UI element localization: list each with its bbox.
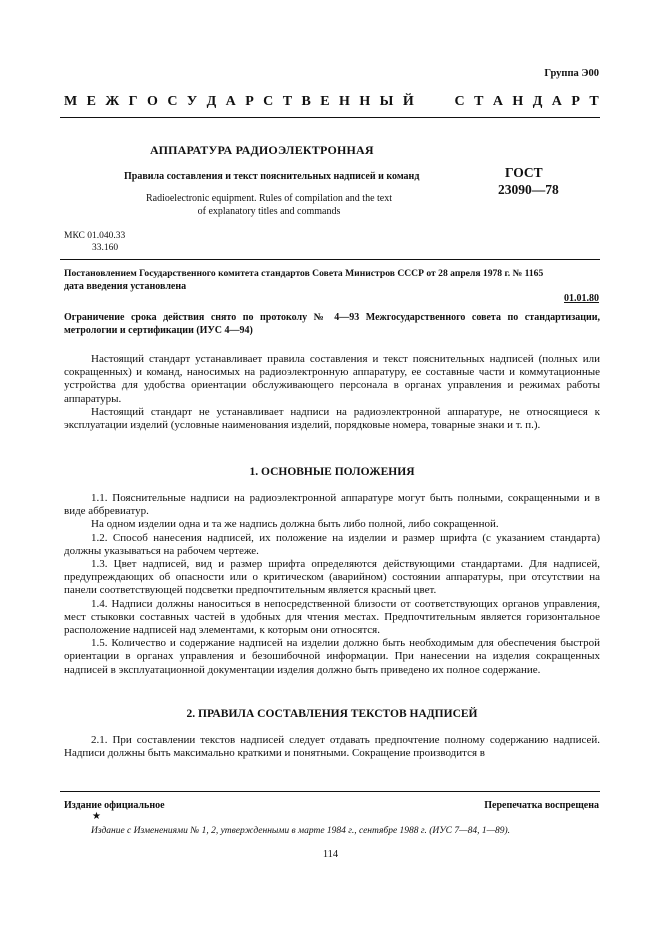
header-rule — [60, 117, 600, 118]
effective-date: 01.01.80 — [564, 293, 599, 304]
intro-paragraph-2: Настоящий стандарт не устанавливает надписи на радиоэлектронной аппаратуре, не относящиеся к эксплуатации изделий (условные наименования изделий, порядковые номера, товарные знаки и т. п.). — [64, 405, 600, 432]
document-subtitle: Правила составления и текст пояснительных надписей и команд — [124, 171, 420, 182]
gost-label: ГОСТ — [505, 165, 543, 180]
intro-paragraph-1: Настоящий стандарт устанавливает правила составления и текст пояснительных надписей (полных или сокращенных) и команд, наносимых на радиоэлектронную аппаратуру, ее составные части и коммутационные устройства для удобства ориентации обслуживающего персонала в органах управления и режимах работы аппаратуры. — [64, 353, 600, 405]
section-1-paragraph: На одном изделии одна и та же надпись должна быть либо полной, либо сокращенной. — [91, 518, 499, 531]
banner-letter: Г — [128, 94, 138, 109]
banner-letter: Д — [206, 94, 217, 109]
gost-code: 23090—78 — [498, 182, 559, 197]
group-code: Группа Э00 — [544, 68, 599, 79]
intro-text — [64, 353, 600, 432]
banner-letter: Т — [474, 94, 484, 109]
section-1-text — [64, 492, 600, 677]
banner-letter: Н — [512, 94, 524, 109]
mks-codes — [64, 230, 125, 254]
banner-letter: С — [454, 94, 465, 109]
restriction-note: Ограничение срока действия снято по протоколу № 4—93 Межгосударственного совета по стандартизации, метрологии и сертификации (ИУС 4—94) — [64, 312, 600, 336]
banner-letter: Ы — [379, 94, 394, 109]
decree-rule — [60, 259, 600, 260]
section-1-heading: 1. ОСНОВНЫЕ ПОЛОЖЕНИЯ — [249, 466, 415, 478]
section-1-paragraph: 1.4. Надписи должны наноситься в непосредственной близости от соответствующих органов управления, мест стыковки составных частей в удобных для чтения местах. Предпочтительным является горизонтальное расположение надписей над элементами, к которым они относятся. — [64, 597, 600, 637]
banner-letter: С — [167, 94, 178, 109]
banner-letter: Р — [571, 94, 580, 109]
banner-letter: В — [301, 94, 311, 109]
interstate-standard-banner — [64, 94, 599, 110]
footer-rule — [60, 791, 600, 792]
banner-letter: А — [551, 94, 562, 109]
banner-letter: Т — [282, 94, 293, 109]
banner-letter: Е — [86, 94, 96, 109]
page-number: 114 — [322, 849, 339, 860]
banner-letter: Н — [339, 94, 350, 109]
banner-word-gap — [423, 94, 445, 110]
banner-letter: Ж — [105, 94, 120, 109]
section-1-paragraph: 1.3. Цвет надписей, вид и размер шрифта определяются действующими стандартами. Для надписей, предупреждающих об опасности или о критическом (аварийном) состоянии аппаратуры, при отсутствии на панели соответствующей подсветки предпочтительным является красный цвет. — [64, 558, 600, 597]
reprint-prohibited-label: Перепечатка воспрещена — [484, 800, 599, 811]
banner-letter: Й — [402, 94, 414, 109]
section-2-paragraph: 2.1. При составлении текстов надписей следует отдавать предпочтение полному содержанию надписей. Надписи должны быть максимально краткими и понятными. Сокращение производится в — [64, 734, 600, 760]
english-title — [104, 192, 434, 218]
section-1-paragraph: 1.1. Пояснительные надписи на радиоэлектронной аппаратуре могут быть полными, сокращенными и в виде аббревиатур. — [64, 492, 600, 518]
banner-letter: С — [263, 94, 274, 109]
section-2-heading: 2. ПРАВИЛА СОСТАВЛЕНИЯ ТЕКСТОВ НАДПИСЕЙ — [186, 708, 478, 720]
document-title: АППАРАТУРА РАДИОЭЛЕКТРОННАЯ — [150, 143, 374, 157]
section-1-paragraph: 1.5. Количество и содержание надписей на изделии должно быть необходимым для обеспечения быстрой ориентации в органах управления и безошибочной информации. При нанесении на изделия сокращенных надписей в эксплуатационной документации изделия должно быть приведено их полное содержание. — [64, 637, 600, 676]
gost-number — [498, 164, 559, 198]
mks-code-1: МКС 01.040.33 — [64, 231, 126, 241]
banner-letter: О — [147, 94, 158, 109]
decree-line-2: дата введения установлена — [64, 280, 187, 292]
banner-letter: Е — [320, 94, 330, 109]
edition-amendments-note: Издание с Изменениями № 1, 2, утвержденными в марте 1984 г., сентябре 1988 г. (ИУС 7—84, 1—89). — [91, 826, 511, 836]
decree-line-1: Постановлением Государственного комитета стандартов Совета Министров СССР от 28 апреля 1978 г. № 1165 — [64, 268, 544, 279]
english-title-line-1: Radioelectronic equipment. Rules of compilation and the text — [145, 193, 393, 204]
section-2-text — [64, 734, 600, 760]
banner-letter: А — [492, 94, 503, 109]
banner-letter: Н — [359, 94, 371, 109]
banner-letter: У — [186, 94, 198, 109]
banner-letter: А — [225, 94, 236, 109]
banner-letter: М — [64, 94, 78, 109]
section-1-paragraph: 1.2. Способ нанесения надписей, их положение на изделии и размер шрифта (с указанием стандарта) должны указываться на рабочем чертеже. — [64, 531, 600, 557]
banner-letter: Д — [532, 94, 543, 109]
banner-letter: Т — [589, 94, 599, 109]
banner-letter: Р — [245, 94, 254, 109]
mks-code-2: 33.160 — [92, 243, 119, 253]
official-edition-label: Издание официальное — [64, 800, 165, 811]
star-icon: ★ — [92, 811, 101, 822]
english-title-line-2: of explanatory titles and commands — [197, 206, 341, 217]
decree-text — [64, 268, 600, 293]
